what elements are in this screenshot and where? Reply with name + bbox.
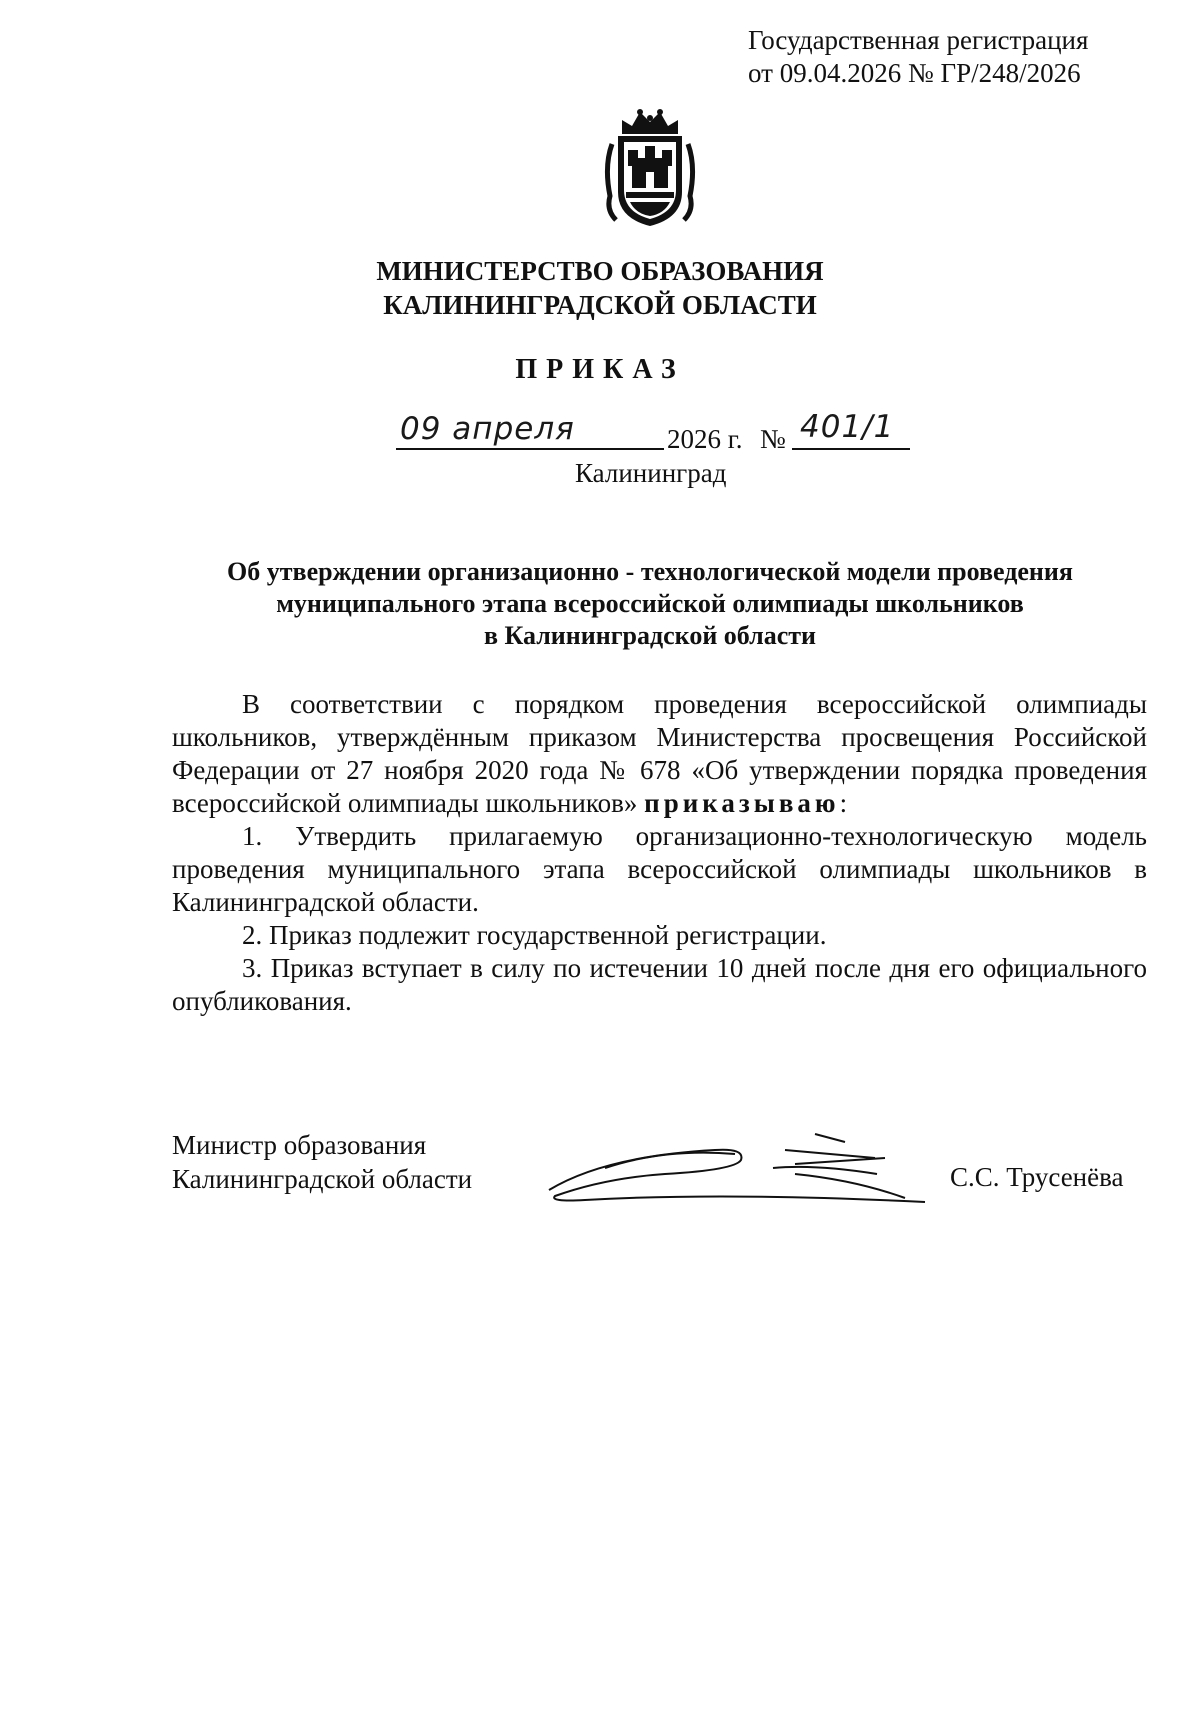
signatory-name: С.С. Трусенёва: [950, 1162, 1124, 1192]
number-label: №: [760, 424, 786, 454]
signatory-title-line-1: Министр образования: [172, 1130, 427, 1160]
signatory-title: [172, 1128, 472, 1196]
order-year: 2026 г.: [667, 424, 743, 454]
decree-colon: :: [839, 788, 848, 818]
date-underline: [396, 448, 664, 450]
ministry-line-1: МИНИСТЕРСТВО ОБРАЗОВАНИЯ: [376, 256, 824, 286]
handwritten-number: 401/1: [800, 409, 895, 445]
handwritten-signature: [545, 1128, 945, 1206]
signatory-title-line-2: Калининградской области: [172, 1164, 473, 1194]
intro-text: В соответствии с порядком проведения всероссийской олимпиады школьников, утверждённым приказом Министерства просвещения Российской Федерации от 27 ноября 2020 года № 678 «Об утверждении порядка проведения всероссийской олимпиады школьников»: [172, 689, 1147, 818]
coat-of-arms-icon: [602, 106, 698, 230]
intro-paragraph: [172, 688, 1147, 820]
order-body: [172, 688, 1147, 1018]
document-type: ПРИКАЗ: [515, 354, 685, 385]
handwritten-date: 09 апреля: [400, 411, 575, 447]
order-item-1: 1. Утвердить прилагаемую организационно-технологическую модель проведения муниципального этапа всероссийской олимпиады школьников в Калининградской области.: [172, 821, 1147, 917]
registration-line-2: от 09.04.2026 № ГР/248/2026: [748, 58, 1081, 88]
subject-line-1: Об утверждении организационно - технологической модели проведения: [227, 557, 1073, 586]
ministry-line-2: КАЛИНИНГРАДСКОЙ ОБЛАСТИ: [383, 290, 817, 320]
registration-stamp: [748, 24, 1088, 90]
decree-word: приказываю: [644, 788, 840, 818]
order-item-3: 3. Приказ вступает в силу по истечении 10 дней после дня его официального опубликования.: [172, 953, 1147, 1016]
number-underline: [792, 448, 910, 450]
order-subject: [150, 556, 1150, 652]
ministry-title: [0, 254, 1200, 322]
order-item-2: 2. Приказ подлежит государственной регистрации.: [242, 920, 827, 950]
order-city: Калининград: [575, 458, 727, 488]
subject-line-2: муниципального этапа всероссийской олимпиады школьников: [276, 589, 1024, 618]
registration-line-1: Государственная регистрация: [748, 25, 1089, 55]
subject-line-3: в Калининградской области: [483, 621, 817, 650]
